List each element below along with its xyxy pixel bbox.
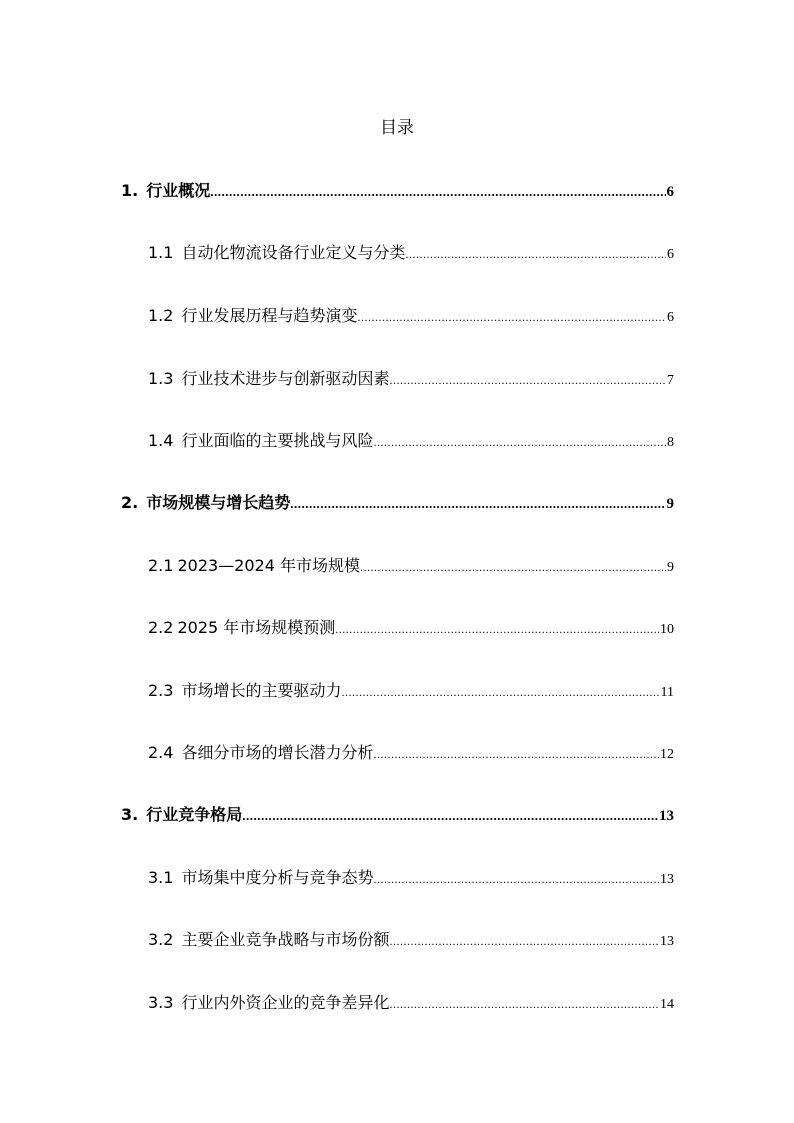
toc-entry-label [121, 490, 290, 516]
toc-entry-2-3[interactable] [148, 678, 674, 704]
toc-entry-label [148, 740, 373, 766]
toc-entry-number: 1.3 [148, 369, 174, 388]
toc-entry-number: 2.3 [148, 681, 174, 700]
toc-page-number: 10 [660, 622, 674, 637]
toc-entry-title: 自动化物流设备行业定义与分类 [181, 243, 406, 262]
toc-entry-label [148, 615, 335, 641]
toc-entry-label [148, 990, 389, 1016]
toc-entry-3-2[interactable] [148, 927, 674, 953]
toc-entry-2-4[interactable] [148, 740, 674, 766]
toc-page-number: 13 [660, 934, 674, 949]
toc-entry-label [148, 865, 373, 891]
toc-entry-title: 2025 年市场规模预测 [177, 618, 336, 637]
toc-page-number: 14 [660, 997, 674, 1012]
toc-page-number: 6 [666, 184, 674, 200]
toc-leader-dots [341, 679, 659, 705]
toc-entry-number: 1.4 [148, 431, 174, 450]
toc-entry-title: 行业竞争格局 [146, 805, 243, 824]
toc-entry-label [148, 428, 373, 454]
toc-entry-1-3[interactable] [148, 366, 674, 392]
toc-leader-dots [335, 616, 659, 642]
toc-page-number: 6 [667, 310, 674, 325]
toc-entry-number: 2.2 [148, 618, 174, 637]
toc-entry-title: 行业面临的主要挑战与风险 [181, 431, 374, 450]
toc-entry-label [121, 178, 210, 204]
toc-entry-title: 市场集中度分析与竞争态势 [181, 868, 374, 887]
toc-entry-label [148, 553, 360, 579]
toc-entry-title: 主要企业竞争战略与市场份额 [181, 930, 390, 949]
toc-leader-dots [373, 866, 659, 892]
toc-entry-number: 3.1 [148, 868, 174, 887]
toc-page-number: 13 [660, 872, 674, 887]
toc-entry-number: 1.2 [148, 306, 174, 325]
toc-leader-dots [373, 741, 659, 767]
toc-entry-label [148, 678, 341, 704]
toc-entry-number: 2.4 [148, 743, 174, 762]
toc-page-number: 9 [666, 496, 674, 512]
toc-leader-dots [389, 991, 659, 1017]
toc-page-number: 11 [660, 685, 674, 700]
toc-entry-number: 1.1 [148, 243, 174, 262]
toc-entry-label [148, 240, 405, 266]
toc-entry-number: 1. [121, 181, 139, 200]
toc-leader-dots [405, 241, 666, 267]
toc-leader-dots [357, 304, 666, 330]
toc-page-number: 6 [667, 247, 674, 262]
toc-entry-number: 2. [121, 493, 139, 512]
toc-entry-3[interactable] [121, 802, 674, 828]
toc-entry-number: 3. [121, 805, 139, 824]
toc-entry-1-1[interactable] [148, 240, 674, 266]
toc-page-number: 7 [667, 373, 674, 388]
toc-entry-label [148, 927, 389, 953]
toc-entry-title: 市场规模与增长趋势 [146, 493, 291, 512]
toc-entry-title: 市场增长的主要驱动力 [181, 681, 342, 700]
toc-leader-dots [360, 554, 666, 580]
toc-entry-2-2[interactable] [148, 615, 674, 641]
toc-entry-label [121, 802, 242, 828]
toc-entry-3-1[interactable] [148, 865, 674, 891]
toc-leader-dots [389, 367, 666, 393]
toc-entry-3-3[interactable] [148, 990, 674, 1016]
toc-page-number: 13 [659, 808, 674, 824]
toc-entry-number: 3.3 [148, 993, 174, 1012]
toc-leader-dots [373, 429, 666, 455]
toc-entry-2[interactable] [121, 490, 674, 516]
toc-entry-1-4[interactable] [148, 428, 674, 454]
toc-entry-label [148, 303, 357, 329]
toc-entry-number: 3.2 [148, 930, 174, 949]
toc-entry-number: 2.1 [148, 556, 174, 575]
toc-page-number: 9 [667, 560, 674, 575]
toc-entry-title: 行业技术进步与创新驱动因素 [181, 369, 390, 388]
toc-entry-title: 2023—2024 年市场规模 [177, 556, 360, 575]
toc-entry-1[interactable] [121, 178, 674, 204]
toc-leader-dots [389, 928, 659, 954]
toc-page-number: 12 [660, 747, 674, 762]
toc-page-number: 8 [667, 435, 674, 450]
toc-entry-title: 行业内外资企业的竞争差异化 [181, 993, 390, 1012]
toc-entry-label [148, 366, 389, 392]
toc-leader-dots [242, 803, 658, 829]
toc-title: 目录 [380, 118, 414, 138]
toc-entry-2-1[interactable] [148, 553, 674, 579]
toc-entry-title: 各细分市场的增长潜力分析 [181, 743, 374, 762]
toc-entry-title: 行业发展历程与趋势演变 [181, 306, 358, 325]
toc-leader-dots [290, 491, 665, 517]
toc-entry-title: 行业概况 [146, 181, 211, 200]
toc-leader-dots [210, 179, 665, 205]
toc-entry-1-2[interactable] [148, 303, 674, 329]
